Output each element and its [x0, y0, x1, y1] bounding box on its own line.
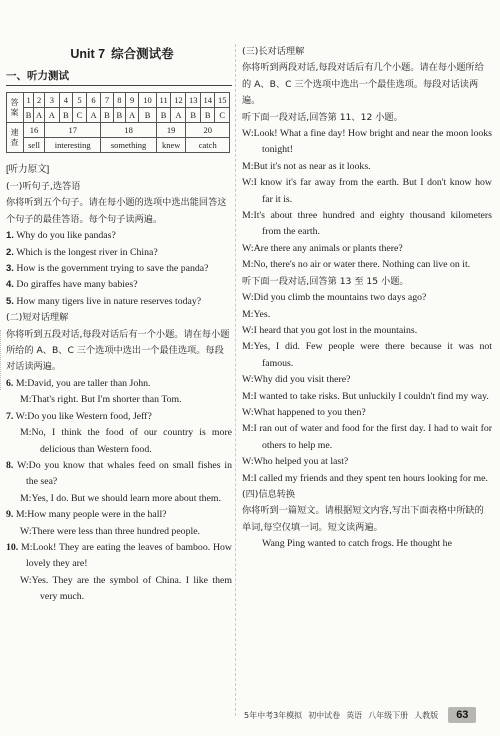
conv1-line [242, 126, 492, 159]
answer-letter: B [113, 108, 125, 123]
dialogue-text: I heard that you got lost in the mountains. [253, 324, 418, 336]
answer-letter: B [24, 108, 34, 123]
answer-letter: C [73, 108, 87, 123]
answer-word: something [101, 138, 157, 153]
answer-number: 9 [126, 93, 139, 108]
conv2-line [242, 372, 492, 388]
answer-letter: C [215, 108, 230, 123]
dialogue-9-line-2 [6, 524, 232, 540]
conv2-line [242, 421, 492, 454]
page-number: 63 [448, 707, 476, 723]
question-number: 8. [6, 459, 14, 471]
conversation-1-intro: 听下面一段对话,回答第 11、12 小题。 [242, 111, 403, 123]
speaker: M: [242, 259, 254, 271]
conv1-line [242, 175, 492, 208]
conv2-line [242, 405, 492, 421]
speaker: M: [242, 160, 254, 172]
dialogue-text: Are there any animals or plants there? [253, 242, 403, 254]
dialogue-text: Look! They are eating the leaves of bamboo. How lovely they are! [26, 541, 232, 570]
dialogue-text: Yes. [253, 308, 271, 320]
answer-number: 6 [86, 93, 101, 108]
speaker: W: [242, 292, 254, 304]
dialogue-text: That's right. But I'm shorter than Tom. [31, 394, 182, 406]
speaker: W: [242, 324, 254, 336]
conv2-line [242, 307, 492, 323]
question-number: 2. [6, 246, 14, 258]
conv2-line [242, 454, 492, 470]
question-number: 10. [6, 541, 19, 553]
dialogue-text: I called my friends and they spent ten hours looking for me. [253, 472, 488, 484]
part4-instructions: 你将听到一篇短文。请根据短文内容,写出下面表格中所缺的单词,每空仅填一词。短文读两遍。 [242, 505, 484, 533]
footer-type: 初中试卷 [308, 710, 341, 720]
speaker: M: [242, 341, 254, 353]
conv2-line [242, 471, 492, 487]
question-number: 5. [6, 295, 14, 307]
binding-edge [0, 330, 4, 390]
dialogue-text: David, you are taller than John. [27, 377, 151, 389]
question-text: How is the government trying to save the panda? [16, 263, 209, 275]
footer-edition: 人教版 [414, 710, 439, 720]
answer-table-label-1: 答案 [7, 93, 24, 123]
speaker: W: [20, 574, 32, 586]
dialogue-text: I wanted to take risks. But unluckily I couldn't find my way. [253, 390, 489, 402]
dialogue-6-line-1 [6, 376, 232, 392]
question-5 [6, 294, 232, 310]
speaker: M: [242, 472, 254, 484]
dialogue-text: It's about three hundred and eighty thousand kilometers from the earth. [253, 210, 492, 238]
question-text: Why do you like pandas? [16, 230, 116, 242]
section-listening-heading: 一、听力测试 [6, 68, 232, 86]
answer-letter: A [86, 108, 101, 123]
answer-number: 16 [24, 123, 45, 138]
answer-number: 17 [45, 123, 101, 138]
speaker: W: [17, 459, 29, 471]
unit-title [6, 44, 232, 62]
answer-table-label-2: 速查 [7, 123, 24, 153]
passage-start: Wang Ping wanted to catch frogs. He thought he [262, 538, 452, 550]
answer-number: 2 [34, 93, 45, 108]
dialogue-text: Who helped you at last? [253, 456, 349, 468]
dialogue-text: But it's not as near as it looks. [253, 160, 371, 172]
speaker: M: [20, 394, 32, 406]
answer-number: 1 [24, 93, 34, 108]
right-column [242, 44, 492, 553]
answer-table-row-letters [7, 108, 230, 123]
conv2-line [242, 389, 492, 405]
answer-letter: A [45, 108, 60, 123]
question-number: 4. [6, 279, 14, 291]
answer-table-row-words [7, 138, 230, 153]
dialogue-text: How many people were in the hall? [27, 509, 167, 521]
unit-label: Unit 7 [70, 47, 106, 61]
question-2 [6, 245, 232, 261]
speaker: W: [242, 242, 254, 254]
footer-series: 5年中考3年模拟 [244, 710, 303, 720]
conversation-2-intro: 听下面一段对话,回答第 13 至 15 小题。 [242, 275, 409, 287]
speaker: M: [20, 427, 32, 439]
conv2-line [242, 290, 492, 306]
dialogue-text: I ran out of water and food for the first day. I had to wait for others to help me. [253, 423, 492, 451]
question-4 [6, 277, 232, 293]
answer-number: 19 [156, 123, 186, 138]
dialogue-text: What happened to you then? [253, 406, 366, 418]
answer-word: knew [156, 138, 186, 153]
dialogue-text: There were less than three hundred people. [31, 525, 200, 537]
dialogue-10-line-2 [6, 573, 232, 606]
dialogue-text: Why did you visit there? [253, 374, 351, 386]
speaker: M: [21, 541, 33, 553]
speaker: W: [242, 374, 254, 386]
question-number: 3. [6, 263, 14, 275]
answer-number: 8 [113, 93, 125, 108]
dialogue-text: Yes. They are the symbol of China. I like them very much. [31, 574, 232, 603]
conv1-line [242, 159, 492, 175]
part4-heading: (四)信息转换 [242, 488, 296, 500]
conv1-line [242, 257, 492, 273]
dialogue-text: Look! What a fine day! How bright and near the moon looks tonight! [253, 128, 492, 156]
answer-number: 10 [139, 93, 157, 108]
part3-instructions: 你将听到两段对话,每段对话后有几个小题。请在每小题所给的 A、B、C 三个选项中选出一个最佳选项。每段对话读两遍。 [242, 62, 484, 107]
dialogue-text: I know it's far away from the earth. But I don't know how far it is. [253, 177, 492, 205]
speaker: W: [242, 177, 254, 189]
speaker: M: [242, 210, 254, 222]
speaker: M: [15, 509, 28, 521]
footer-grade: 八年级下册 [368, 710, 409, 720]
speaker: M: [15, 377, 28, 389]
dialogue-text: Yes, I did. Few people were there because it was not famous. [253, 341, 492, 369]
question-3 [6, 261, 232, 277]
question-text: Do giraffes have many babies? [16, 279, 138, 291]
answer-letter: B [101, 108, 113, 123]
speaker: W: [242, 456, 254, 468]
answer-number: 4 [59, 93, 73, 108]
speaker: W: [242, 128, 254, 140]
answer-table-row-numbers-2 [7, 123, 230, 138]
answer-letter: B [59, 108, 73, 123]
speaker: W: [242, 406, 254, 418]
question-number: 1. [6, 230, 14, 242]
dialogue-text: No, there's no air or water there. Nothing can live on it. [253, 259, 471, 271]
answer-number: 18 [101, 123, 157, 138]
answer-word: sell [24, 138, 45, 153]
column-divider [235, 44, 236, 716]
answer-number: 11 [156, 93, 171, 108]
answer-number: 14 [200, 93, 214, 108]
dialogue-text: Yes, I do. But we should learn more about them. [31, 492, 221, 504]
answer-number: 13 [186, 93, 200, 108]
conv2-line [242, 323, 492, 339]
answer-letter: A [126, 108, 139, 123]
speaker: M: [20, 492, 32, 504]
part1-instructions: 你将听到五个句子。请在每小题的选项中选出能回答这个句子的最佳答语。每个句子读两遍。 [6, 197, 227, 225]
dialogue-text: Did you climb the mountains two days ago? [253, 292, 427, 304]
answer-number: 7 [101, 93, 113, 108]
question-number: 6. [6, 377, 14, 389]
answer-table [6, 92, 230, 153]
answer-number: 3 [45, 93, 60, 108]
speaker: M: [242, 423, 254, 435]
transcript-tag: [听力原文] [6, 164, 50, 175]
answer-letter: B [156, 108, 171, 123]
dialogue-8-line-2 [6, 491, 232, 507]
part2-instructions: 你将听到五段对话,每段对话后有一个小题。请在每小题所给的 A、B、C 三个选项中选出一个最佳选项。每段对话读两遍。 [6, 328, 230, 373]
watermark-logo [422, 708, 494, 734]
question-text: Which is the longest river in China? [16, 246, 158, 258]
answer-word: interesting [45, 138, 101, 153]
answer-letter: B [139, 108, 157, 123]
left-column [6, 44, 232, 606]
speaker: W: [20, 525, 32, 537]
dialogue-10-line-1 [6, 540, 232, 573]
speaker: M: [242, 308, 254, 320]
speaker: W: [15, 410, 28, 422]
part2-heading: (二)短对话理解 [6, 312, 69, 324]
answer-word: catch [186, 138, 230, 153]
answer-number: 20 [186, 123, 230, 138]
dialogue-7-line-1 [6, 409, 232, 425]
answer-table-row-numbers [7, 93, 230, 108]
dialogue-text: No, I think the food of our country is more delicious than Western food. [31, 427, 232, 455]
speaker: M: [242, 390, 254, 402]
conv2-line [242, 339, 492, 372]
question-1 [6, 228, 232, 244]
answer-letter: B [200, 108, 214, 123]
answer-number: 5 [73, 93, 87, 108]
unit-test-title: 综合测试卷 [111, 47, 174, 61]
answer-number: 12 [171, 93, 186, 108]
footer-subject: 英语 [346, 710, 363, 720]
conv1-line [242, 241, 492, 257]
dialogue-text: Do you know that whales feed on small fishes in the sea? [26, 459, 233, 488]
answer-letter: B [186, 108, 200, 123]
dialogue-9-line-1 [6, 507, 232, 523]
part3-heading: (三)长对话理解 [242, 46, 305, 57]
answer-number: 15 [215, 93, 230, 108]
part1-heading: (一)听句子,选答语 [6, 181, 81, 192]
answer-letter: A [171, 108, 186, 123]
dialogue-8-line-1 [6, 458, 232, 491]
question-number: 9. [6, 509, 14, 521]
conv1-line [242, 208, 492, 241]
dialogue-text: Do you like Western food, Jeff? [27, 410, 152, 422]
question-text: How many tigers live in nature reserves today? [16, 295, 202, 307]
dialogue-7-line-2 [6, 425, 232, 458]
question-number: 7. [6, 410, 14, 422]
answer-letter: A [34, 108, 45, 123]
dialogue-6-line-2 [6, 392, 232, 408]
